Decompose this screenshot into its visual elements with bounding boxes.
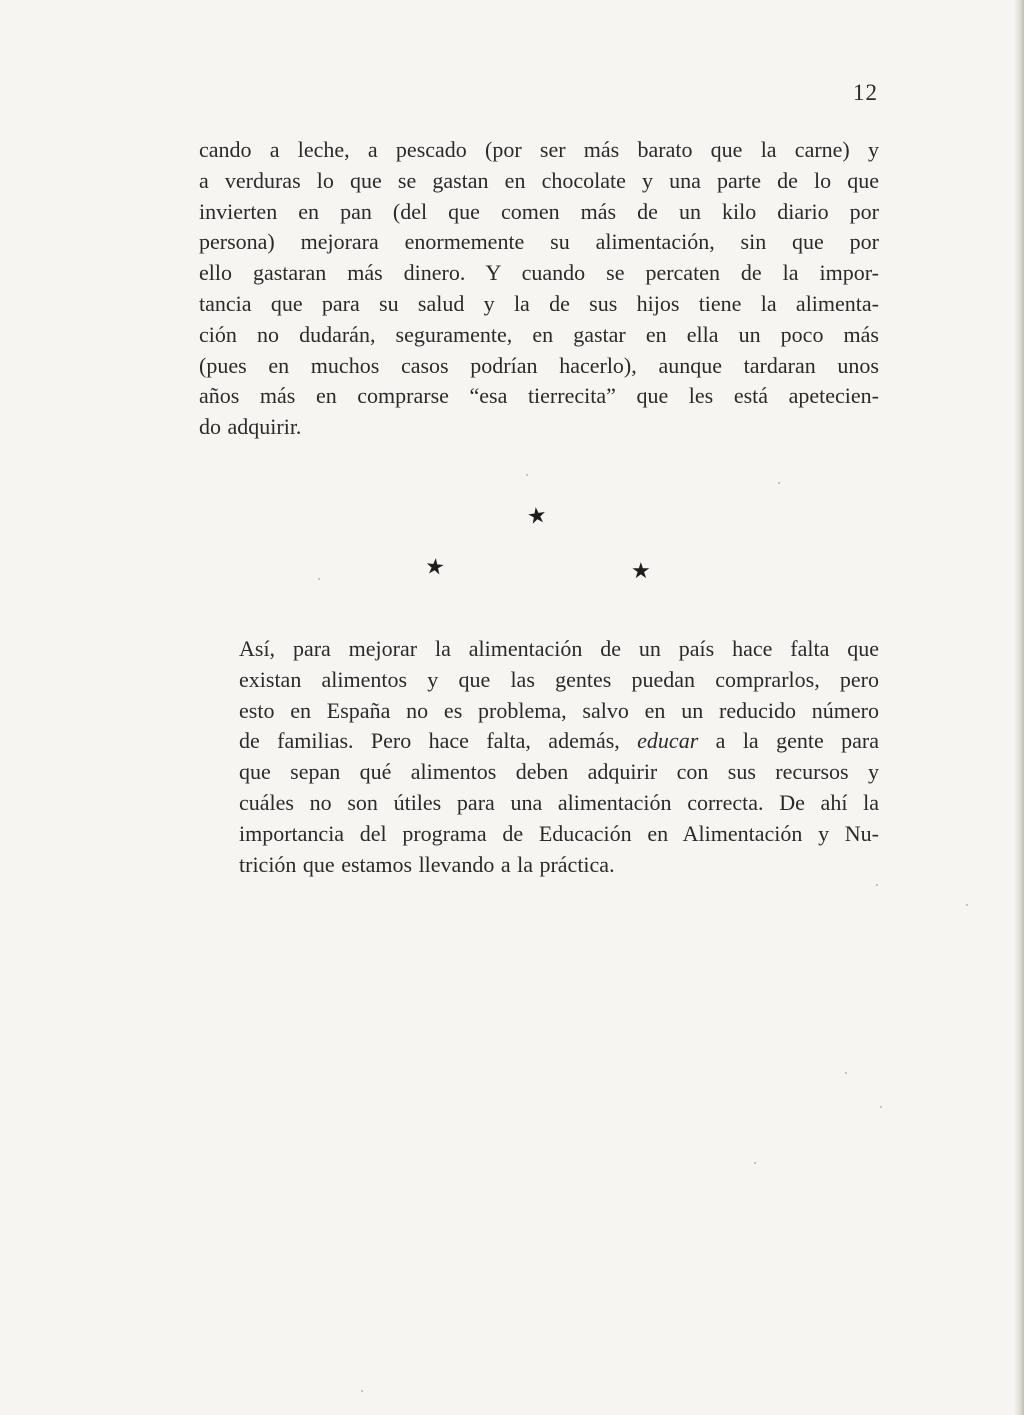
paragraph-2-text: a la gente para — [698, 728, 879, 754]
scan-speck — [318, 578, 320, 580]
paragraph-1-line: do adquirir. — [199, 414, 302, 440]
paragraph-2-line: trición que estamos llevando a la práctica. — [239, 851, 615, 877]
scan-speck — [361, 1390, 363, 1392]
scan-speck — [778, 482, 780, 484]
star-icon: ★ — [423, 553, 447, 580]
page-number: 12 — [853, 80, 878, 105]
paragraph-1-line: invierten en pan (del que comen más de un kilo diario por — [199, 198, 879, 224]
emphasized-word: educar — [637, 728, 699, 754]
paragraph-2-line: existan alimentos y que las gentes puedan comprarlos, pero — [239, 666, 879, 692]
scan-speck — [880, 1106, 882, 1108]
paragraph-2 — [199, 634, 879, 880]
paragraph-2-line: Así, para mejorar la alimentación de un país hace falta que — [239, 636, 879, 661]
star-icon: ★ — [631, 558, 651, 583]
scan-speck — [754, 1162, 756, 1164]
scan-speck — [966, 904, 968, 906]
scan-speck — [845, 1072, 847, 1074]
star-icon: ★ — [525, 501, 549, 530]
paragraph-1-line: cando a leche, a pescado (por ser más barato que la carne) y — [199, 137, 879, 162]
paragraph-1-line: a verduras lo que se gastan en chocolate y una parte de lo que — [199, 167, 879, 193]
paragraph-2-line: que sepan qué alimentos deben adquirir con sus recursos y — [239, 759, 879, 785]
paragraph-1-line: ello gastaran más dinero. Y cuando se percaten de la impor- — [199, 260, 879, 286]
paragraph-1 — [199, 135, 879, 443]
paragraph-2-text: de familias. Pero hace falta, además, — [239, 728, 638, 754]
page-edge-shadow — [1014, 0, 1024, 1415]
scan-speck — [526, 474, 528, 476]
paragraph-2-line — [199, 726, 879, 757]
paragraph-2-line: cuáles no son útiles para una alimentación correcta. De ahí la — [239, 789, 879, 815]
paragraph-1-line: tancia que para su salud y la de sus hijos tiene la alimenta- — [199, 290, 879, 316]
paragraph-1-line: (pues en muchos casos podrían hacerlo), aunque tardaran unos — [199, 352, 879, 378]
paragraph-2-line: esto en España no es problema, salvo en un reducido número — [239, 697, 879, 723]
scan-speck — [876, 884, 878, 886]
paragraph-2-line: importancia del programa de Educación en Alimentación y Nu- — [239, 820, 879, 846]
paragraph-1-line: años más en comprarse “esa tierrecita” que les está apetecien- — [199, 383, 879, 409]
paragraph-1-line: persona) mejorara enormemente su alimentación, sin que por — [199, 229, 879, 255]
paragraph-1-line: ción no dudarán, seguramente, en gastar en ella un poco más — [199, 321, 879, 347]
